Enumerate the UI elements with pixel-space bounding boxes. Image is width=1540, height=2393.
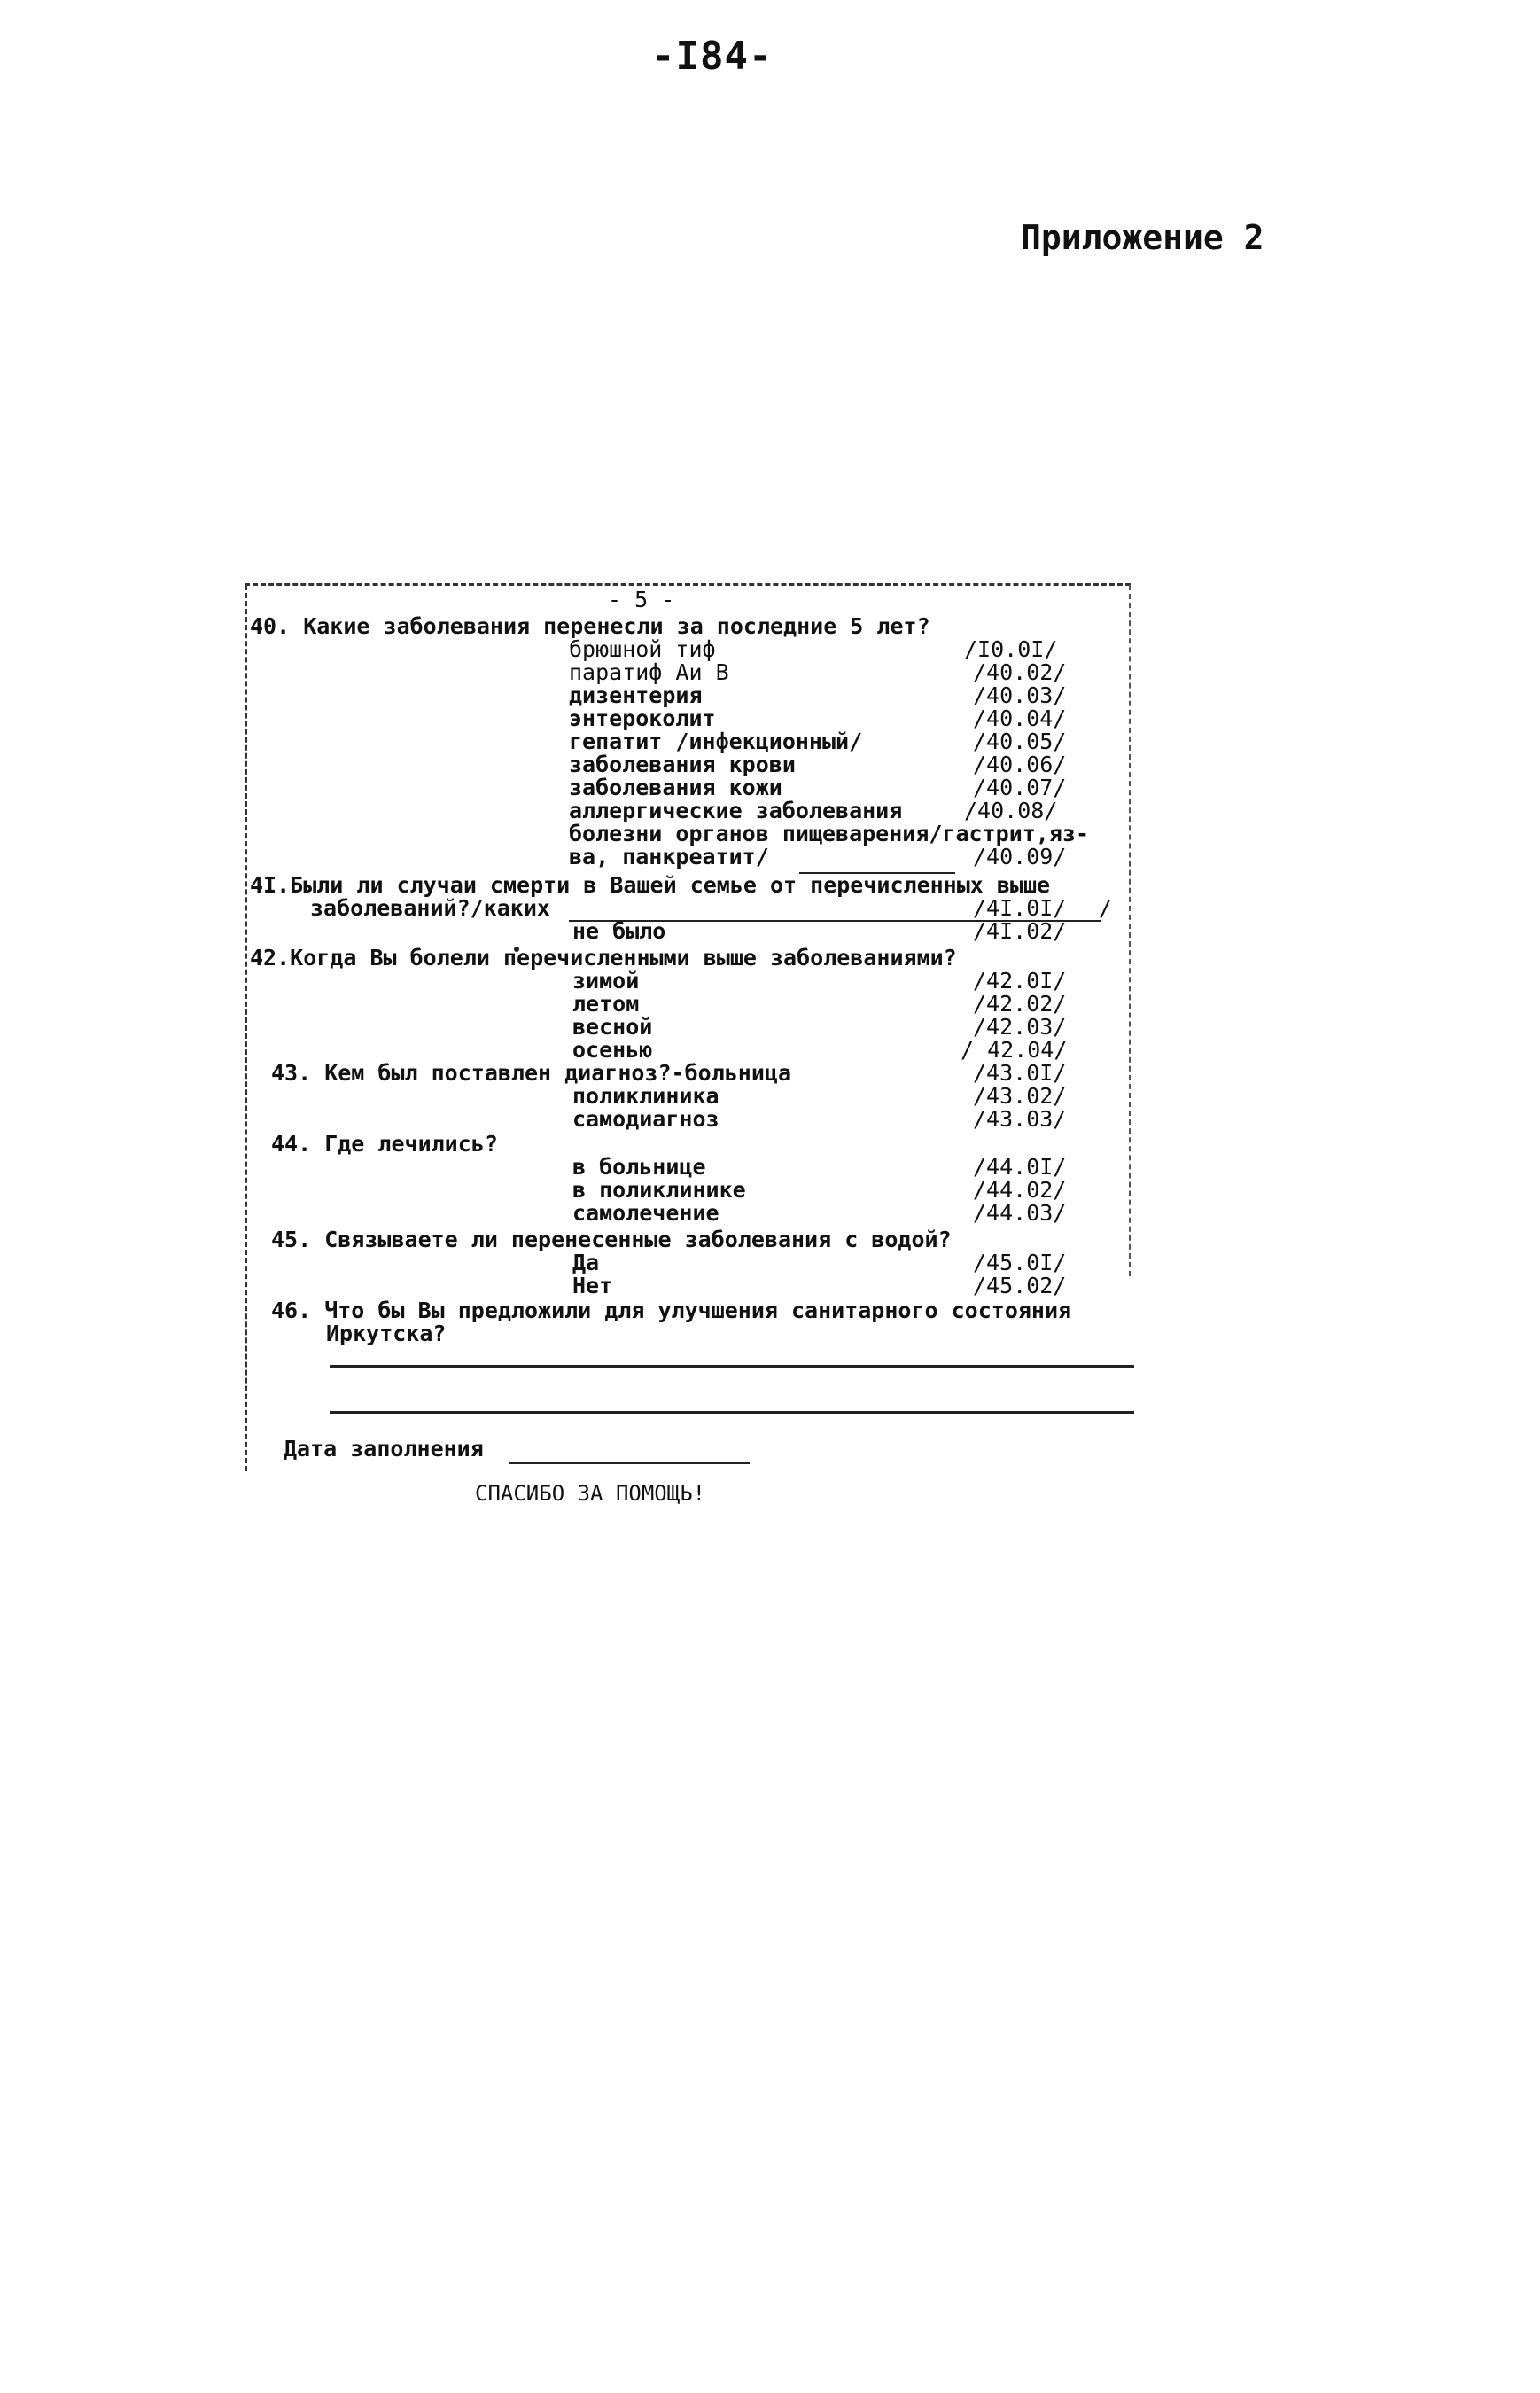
q45-option-code: /45.0I/ [973,1250,1067,1275]
question-45: 45. Связываете ли перенесенные заболевания с водой? [271,1227,952,1252]
question-42: 42.Когда Вы болели перечисленными выше заболеваниями? [250,945,957,970]
q40-option-label: гепатит /инфекционный/ [569,729,863,754]
q40-option-code: /40.09/ [973,844,1067,869]
q40-option-label: заболевания кожи [569,775,782,800]
q40-option-code: /40.07/ [973,775,1067,800]
q43-option-code: /43.02/ [973,1083,1067,1109]
q42-option-code: /42.0I/ [973,968,1067,994]
sheet-left-border [245,585,247,1471]
q41-option-label: не было [572,918,666,944]
q42-option-code: / 42.04/ [961,1037,1068,1063]
q42-option-label: летом [572,991,640,1017]
q44-option-code: /44.02/ [973,1177,1067,1203]
q44-option-label: в поликлинике [572,1177,746,1203]
q40-option-code: /40.08/ [964,798,1058,823]
q45-option-code: /45.02/ [973,1273,1067,1298]
q40-option-code: /40.04/ [973,705,1067,731]
q41-trailing-slash: / [1099,895,1113,921]
q44-option-label: в больнице [572,1154,706,1180]
question-43: 43. Кем был поставлен диагноз?-больница [271,1060,791,1086]
q44-option-code: /44.03/ [973,1200,1067,1226]
answer-line [330,1411,1134,1414]
q41-code: /4I.0I/ [973,895,1067,921]
question-41: 4I.Были ли случаи смерти в Вашей семье от перечисленных выше [250,872,1051,898]
appendix-title: Приложение 2 [1021,218,1264,257]
date-label: Дата заполнения [284,1436,484,1462]
q40-option-label: брюшной тиф [569,636,716,662]
q42-option-label: весной [572,1014,653,1040]
q42-option-code: /42.02/ [973,991,1067,1017]
q40-option-code: /40.06/ [973,752,1067,777]
sheet-right-border [1129,585,1131,1276]
q40-option-label: паратиф Аи В [569,659,729,685]
date-line [509,1462,750,1464]
q43-code: /43.0I/ [973,1060,1067,1086]
question-40: 40. Какие заболевания перенесли за последние 5 лет? [250,613,930,639]
q40-option-code: /I0.0I/ [964,636,1058,662]
q45-option-label: Да [572,1250,600,1275]
thanks-text: СПАСИБО ЗА ПОМОЩЬ! [475,1481,706,1506]
q40-option-code: /40.05/ [973,729,1067,754]
answer-line [330,1365,1134,1368]
q40-option-label: дизентерия [569,682,703,708]
q40-option-label: болезни органов пищеварения/гастрит,яз- [569,821,1089,846]
q44-option-label: самолечение [572,1200,719,1226]
sheet-top-border [245,583,1131,586]
q40-option-label: аллергические заболевания [569,798,903,823]
q40-option-code: /40.02/ [973,659,1067,685]
page-number: -I84- [651,34,774,79]
q42-option-code: /42.03/ [973,1014,1067,1040]
q42-option-label: осенью [572,1037,653,1063]
sheet-number: - 5 - [608,587,675,612]
q43-option-label: самодиагноз [572,1106,719,1132]
q40-option-label: энтероколит [569,705,716,731]
q43-option-code: /43.03/ [973,1106,1067,1132]
question-46-cont: Иркутска? [326,1321,447,1346]
q41-option-code: /4I.02/ [973,918,1067,944]
q40-option-label: заболевания крови [569,752,796,777]
q45-option-label: Нет [572,1273,613,1298]
q40-option-label: ва, панкреатит/ [569,844,769,869]
q40-option-code: /40.03/ [973,682,1067,708]
question-46: 46. Что бы Вы предложили для улучшения санитарного состояния [271,1298,1072,1323]
q43-option-label: поликлиника [572,1083,719,1109]
question-44: 44. Где лечились? [271,1131,498,1157]
question-41-cont: заболеваний?/каких [310,895,550,921]
q42-option-label: зимой [572,968,640,994]
q44-option-code: /44.0I/ [973,1154,1067,1180]
